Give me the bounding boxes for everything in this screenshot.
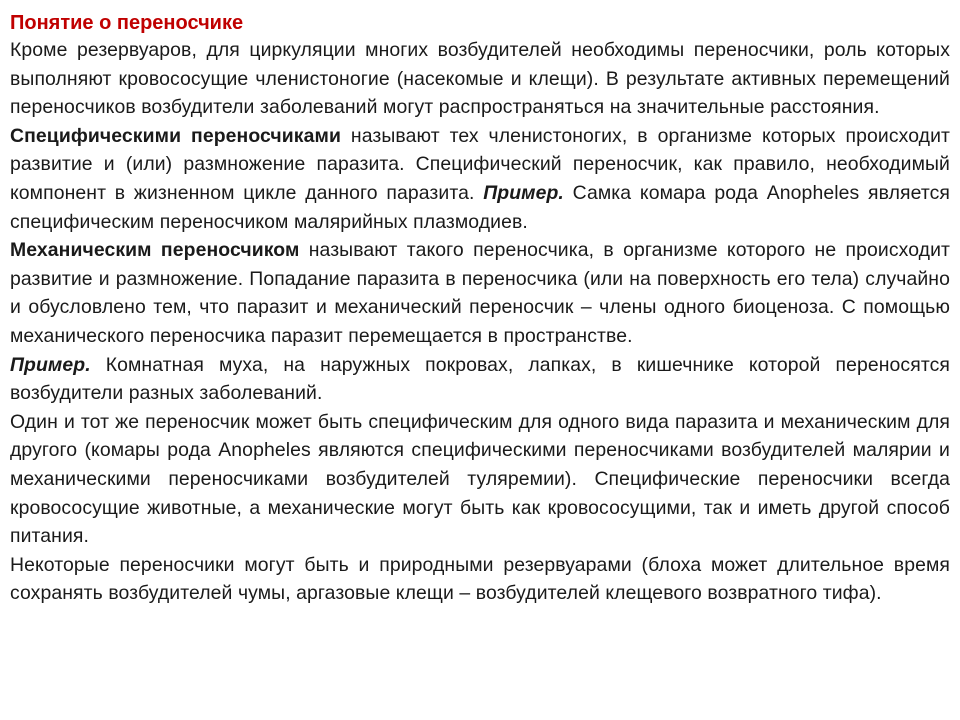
paragraph-reservoirs-text: Некоторые переносчики могут быть и природными резервуарами (блоха может длительное время сохранять возбудителей чумы, аргазовые клещи – возбудителей клещевого возвратного тифа). xyxy=(10,553,950,605)
term-specific-vectors: Специфическими переносчиками xyxy=(10,124,341,147)
slide-title: Понятие о переносчике xyxy=(10,12,244,34)
paragraph-example-fly xyxy=(10,351,950,408)
paragraph-intro xyxy=(10,36,950,122)
paragraph-example-fly-text: Комнатная муха, на наружных покровах, лапках, в кишечнике которой переносятся возбудители разных заболеваний. xyxy=(10,353,950,405)
paragraph-mechanical-vector xyxy=(10,236,950,350)
paragraph-specific-vectors-example: Самка комара рода Anopheles является специфическим переносчиком малярийных плазмодиев. xyxy=(10,181,950,233)
paragraph-mechanical-vector-text: называют такого переносчика, в организме которого не происходит развитие и размножение. Попадание паразита в переносчика (или на поверхность его тела) случайно и обусловлено тем, что паразит и механический переносчик – члены одного биоценоза. С помощью механического переносчика паразит перемещается в пространстве. xyxy=(10,239,950,347)
paragraph-specific-vectors-text: называют тех членистоногих, в организме которых происходит развитие и (или) размножение паразита. Специфический переносчик, как правило, необходимый компонент в жизненном цикле данного паразита. xyxy=(10,124,950,204)
paragraph-intro-text: Кроме резервуаров, для циркуляции многих возбудителей необходимы переносчики, роль которых выполняют кровососущие членистоногие (насекомые и клещи). В результате активных перемещений переносчиков возбудители заболеваний могут распространяться на значительные расстояния. xyxy=(10,39,950,119)
term-mechanical-vector: Механическим переносчиком xyxy=(10,239,300,262)
paragraph-specific-vectors xyxy=(10,122,950,236)
paragraph-same-vector-text: Один и тот же переносчик может быть специфическим для одного вида паразита и механическим для другого (комары рода Anopheles являются специфическими переносчиками возбудителей малярии и механическими переносчиками возбудителей туляремии). Специфические переносчики всегда кровососущие животные, а механические могут быть как кровососущими, так и иметь другой способ питания. xyxy=(10,410,950,548)
paragraph-same-vector xyxy=(10,408,950,551)
paragraph-reservoirs xyxy=(10,551,950,608)
example-label: Пример. xyxy=(483,181,564,204)
example-label: Пример. xyxy=(10,353,91,376)
